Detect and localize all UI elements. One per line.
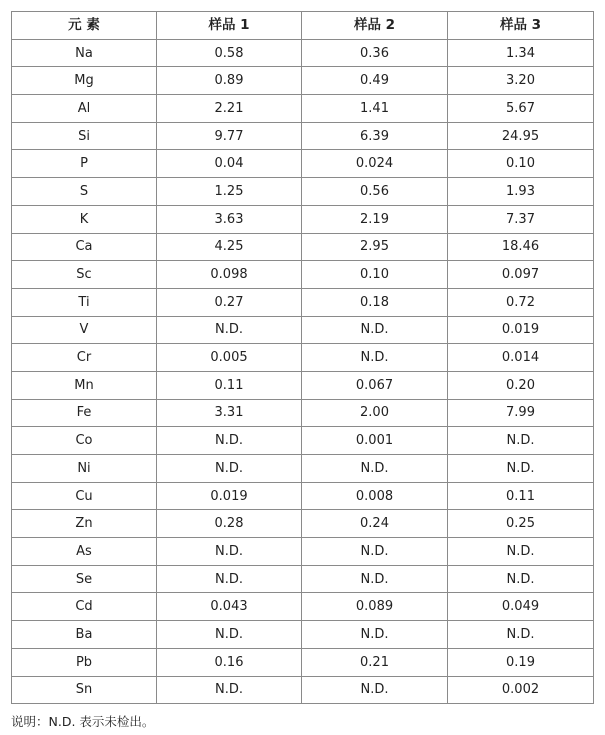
cell-sample-1: 0.11 (157, 371, 302, 399)
cell-sample-1: 0.58 (157, 39, 302, 67)
cell-sample-2: 0.56 (302, 178, 448, 206)
cell-sample-1: N.D. (157, 427, 302, 455)
cell-sample-1: 0.019 (157, 482, 302, 510)
cell-sample-2: N.D. (302, 621, 448, 649)
table-row (12, 261, 594, 289)
cell-sample-2: N.D. (302, 344, 448, 372)
cell-sample-3: 1.93 (448, 178, 594, 206)
element-table (11, 11, 594, 704)
cell-sample-3: 0.10 (448, 150, 594, 178)
cell-sample-1: 0.89 (157, 67, 302, 95)
cell-element: Sc (12, 261, 157, 289)
cell-sample-2: 0.18 (302, 288, 448, 316)
cell-sample-1: 0.098 (157, 261, 302, 289)
table-row (12, 676, 594, 704)
cell-sample-3: N.D. (448, 455, 594, 483)
cell-sample-3: 0.019 (448, 316, 594, 344)
cell-sample-3: 0.25 (448, 510, 594, 538)
cell-sample-1: 0.043 (157, 593, 302, 621)
cell-sample-3: 1.34 (448, 39, 594, 67)
header-sample-1: 样品 1 (157, 12, 302, 40)
cell-sample-2: 0.024 (302, 150, 448, 178)
table-body (12, 39, 594, 704)
table-row (12, 39, 594, 67)
cell-sample-2: 1.41 (302, 95, 448, 123)
cell-sample-3: 7.37 (448, 205, 594, 233)
table-row (12, 67, 594, 95)
cell-sample-1: 0.04 (157, 150, 302, 178)
cell-sample-2: 0.089 (302, 593, 448, 621)
cell-sample-2: N.D. (302, 538, 448, 566)
cell-sample-2: 0.21 (302, 648, 448, 676)
table-row (12, 122, 594, 150)
table-row (12, 593, 594, 621)
header-sample-3: 样品 3 (448, 12, 594, 40)
cell-element: Se (12, 565, 157, 593)
table-row (12, 95, 594, 123)
cell-element: Cr (12, 344, 157, 372)
cell-sample-2: 0.067 (302, 371, 448, 399)
cell-sample-1: N.D. (157, 455, 302, 483)
cell-sample-3: 0.72 (448, 288, 594, 316)
table-row (12, 510, 594, 538)
cell-sample-3: 24.95 (448, 122, 594, 150)
cell-sample-2: 2.00 (302, 399, 448, 427)
cell-sample-1: N.D. (157, 621, 302, 649)
cell-sample-2: N.D. (302, 455, 448, 483)
cell-element: Sn (12, 676, 157, 704)
cell-sample-3: N.D. (448, 427, 594, 455)
table-row (12, 482, 594, 510)
table-header-row (12, 12, 594, 40)
cell-sample-2: 2.95 (302, 233, 448, 261)
cell-sample-1: N.D. (157, 676, 302, 704)
cell-sample-1: 4.25 (157, 233, 302, 261)
cell-sample-3: 3.20 (448, 67, 594, 95)
cell-sample-2: 2.19 (302, 205, 448, 233)
cell-sample-1: 0.28 (157, 510, 302, 538)
cell-sample-2: 6.39 (302, 122, 448, 150)
cell-sample-3: N.D. (448, 565, 594, 593)
cell-sample-1: 0.27 (157, 288, 302, 316)
cell-sample-1: N.D. (157, 316, 302, 344)
cell-sample-1: 1.25 (157, 178, 302, 206)
cell-sample-1: 0.005 (157, 344, 302, 372)
cell-element: Ti (12, 288, 157, 316)
table-row (12, 427, 594, 455)
cell-element: Cu (12, 482, 157, 510)
cell-sample-3: 0.097 (448, 261, 594, 289)
cell-sample-3: N.D. (448, 538, 594, 566)
cell-element: Ba (12, 621, 157, 649)
header-sample-2: 样品 2 (302, 12, 448, 40)
table-row (12, 205, 594, 233)
cell-element: V (12, 316, 157, 344)
cell-element: Co (12, 427, 157, 455)
cell-sample-1: 0.16 (157, 648, 302, 676)
table-row (12, 399, 594, 427)
cell-sample-2: 0.49 (302, 67, 448, 95)
table-row (12, 150, 594, 178)
table-row (12, 538, 594, 566)
cell-element: Mg (12, 67, 157, 95)
cell-sample-1: 9.77 (157, 122, 302, 150)
cell-sample-3: N.D. (448, 621, 594, 649)
cell-sample-3: 18.46 (448, 233, 594, 261)
cell-element: Mn (12, 371, 157, 399)
table-row (12, 371, 594, 399)
cell-element: Zn (12, 510, 157, 538)
table-row (12, 233, 594, 261)
cell-sample-1: 2.21 (157, 95, 302, 123)
cell-sample-2: 0.008 (302, 482, 448, 510)
element-table-container (11, 11, 593, 704)
table-row (12, 178, 594, 206)
table-row (12, 288, 594, 316)
cell-element: Ni (12, 455, 157, 483)
cell-sample-1: 3.31 (157, 399, 302, 427)
cell-element: Pb (12, 648, 157, 676)
cell-element: K (12, 205, 157, 233)
cell-sample-1: 3.63 (157, 205, 302, 233)
cell-sample-2: N.D. (302, 676, 448, 704)
cell-element: P (12, 150, 157, 178)
cell-sample-3: 0.11 (448, 482, 594, 510)
cell-sample-1: N.D. (157, 565, 302, 593)
cell-element: Si (12, 122, 157, 150)
footnote: 说明：N.D. 表示未检出。 (11, 714, 155, 729)
cell-sample-3: 7.99 (448, 399, 594, 427)
cell-sample-2: N.D. (302, 316, 448, 344)
table-row (12, 344, 594, 372)
cell-element: Cd (12, 593, 157, 621)
cell-sample-3: 0.049 (448, 593, 594, 621)
cell-sample-3: 0.20 (448, 371, 594, 399)
cell-element: Fe (12, 399, 157, 427)
cell-sample-2: 0.10 (302, 261, 448, 289)
cell-element: As (12, 538, 157, 566)
cell-sample-1: N.D. (157, 538, 302, 566)
cell-sample-3: 0.19 (448, 648, 594, 676)
cell-sample-3: 5.67 (448, 95, 594, 123)
cell-sample-3: 0.014 (448, 344, 594, 372)
table-row (12, 316, 594, 344)
cell-element: Na (12, 39, 157, 67)
table-row (12, 621, 594, 649)
cell-sample-2: 0.24 (302, 510, 448, 538)
header-element: 元 素 (12, 12, 157, 40)
cell-sample-2: N.D. (302, 565, 448, 593)
table-row (12, 565, 594, 593)
cell-element: Ca (12, 233, 157, 261)
cell-sample-2: 0.36 (302, 39, 448, 67)
table-row (12, 455, 594, 483)
cell-sample-2: 0.001 (302, 427, 448, 455)
table-row (12, 648, 594, 676)
cell-element: Al (12, 95, 157, 123)
cell-sample-3: 0.002 (448, 676, 594, 704)
cell-element: S (12, 178, 157, 206)
